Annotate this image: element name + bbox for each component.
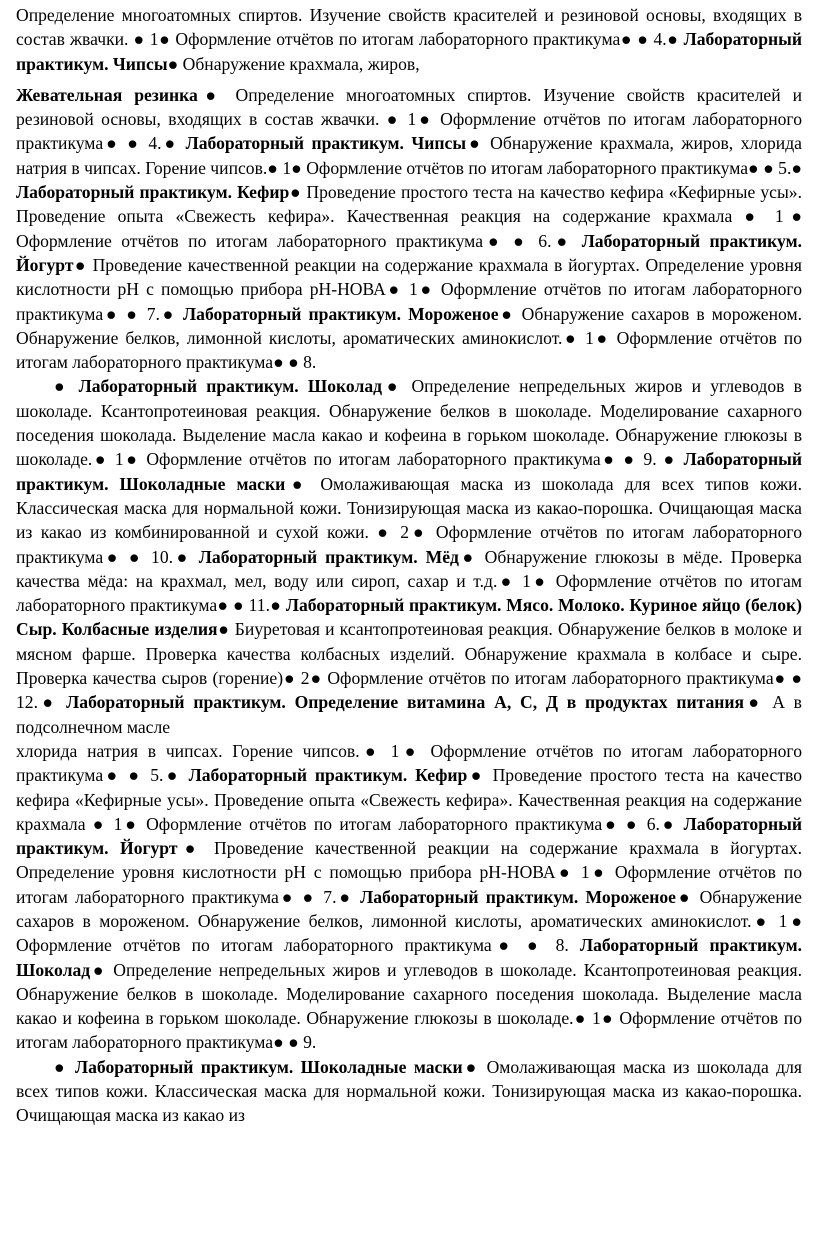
bold-heading: Лабораторный практикум. Мороженое (360, 886, 676, 907)
text-run: ● Обнаружение крахмала, жиров, хлорида натрия в чипсах. Горение чипсов.● 1● Оформление отчётов по итогам лабораторного практикума● ● 5.● (16, 133, 802, 178)
text-run: ● (54, 376, 79, 397)
paragraph (16, 1055, 802, 1128)
bold-heading: Лабораторный практикум. Чипсы (185, 133, 467, 154)
text-run: ● Проведение качественной реакции на содержание крахмала в йогуртах. Определение уровня кислотности рН с помощью прибора рН-НОВА● 1● Оформление отчётов по итогам лабораторного практикума● ● 7.● (16, 838, 802, 907)
text-run: ● Омолаживающая маска из шоколада для всех типов кожи. Классическая маска для нормальной кожи. Тонизирующая маска из какао-порошка. Очищающая маска из какао из (16, 1056, 802, 1126)
bold-heading: Лабораторный практикум. Йогурт (16, 230, 803, 275)
text-run: ● Проведение простого теста на качество кефира «Кефирные усы». Проведение опыта «Свежесть кефира». Качественная реакция на содержание крахмала ● 1● Оформление отчётов по итогам лабораторного практикума● ● 6.● (16, 765, 802, 834)
text-run: ● Определение непредельных жиров и углеводов в шоколаде. Ксантопротеиновая реакция. Обнаружение белков в шоколаде. Моделирование сахарного поседения шоколада. Выделение масла какао и кофеина в горьком шоколаде. Обнаружение глюкозы в шоколаде.● 1● Оформление отчётов по итогам лабораторного практикума● ● 9. (16, 959, 802, 1053)
bold-heading: Лабораторный практикум. Шоколад (78, 376, 383, 397)
text-run: ● (54, 1056, 75, 1077)
text-run: ● Омолаживающая маска из шоколада для всех типов кожи. Классическая маска для нормальной кожи. Тонизирующая маска из какао-порошка. Очищающая маска из какао из комбинированной и сухой кожи. ● 2● Оформление отчётов по итогам лабораторного практикума● ● 10.● (16, 473, 802, 567)
text-run: ● Обнаружение сахаров в мороженом. Обнаружение белков, лимонной кислоты, ароматических аминокислот.● 1● Оформление отчётов по итогам лабораторного практикума● ● 8. (16, 303, 802, 373)
text-run: Определение многоатомных спиртов. Изучение свойств красителей и резиновой основы, входящих в состав жвачки. ● 1● Оформление отчётов по итогам лабораторного практикума● ● 4.● (16, 5, 802, 50)
paragraph (16, 739, 802, 1055)
text-run: хлорида натрия в чипсах. Горение чипсов.● 1● Оформление отчётов по итогам лабораторного практикума● ● 5.● (16, 740, 802, 786)
text-run: ● Обнаружение крахмала, жиров, (167, 53, 420, 74)
paragraph (16, 3, 802, 76)
text-run: ● Определение многоатомных спиртов. Изучение свойств красителей и резиновой основы, входящих в состав жвачки. ● 1● Оформление отчётов по итогам лабораторного практикума● ● 4.● (16, 84, 802, 154)
bold-heading: Лабораторный практикум. Шоколадные маски (75, 1056, 463, 1077)
bold-heading: Лабораторный практикум. Кефир (16, 182, 290, 203)
bold-heading: Жевательная резинка (16, 84, 198, 105)
text-run: ● Обнаружение сахаров в мороженом. Обнаружение белков, лимонной кислоты, ароматических аминокислот.● 1● Оформление отчётов по итогам лабораторного практикума● ● 8. (16, 886, 802, 956)
text-run: ● Определение непредельных жиров и углеводов в шоколаде. Ксантопротеиновая реакция. Обнаружение белков в шоколаде. Моделирование сахарного поседения шоколада. Выделение масла какао и кофеина в горьком шоколаде. Обнаружение глюкозы в шоколаде.● 1● Оформление отчётов по итогам лабораторного практикума● ● 9. ● (16, 376, 802, 470)
bold-heading: Лабораторный практикум. Кефир (188, 765, 468, 786)
bold-heading: Лабораторный практикум. Чипсы (16, 29, 802, 74)
bold-heading: Лабораторный практикум. Мёд (198, 546, 459, 567)
text-run: ● Обнаружение глюкозы в мёде. Проверка качества мёда: на крахмал, мел, воду или сироп, сахар и т.д.● 1● Оформление отчётов по итогам лабораторного практикума● ● 11.● (16, 546, 802, 616)
bold-heading: Лабораторный практикум. Мясо. Молоко. Куриное яйцо (белок) Сыр. Колбасные изделия (16, 595, 802, 640)
bold-heading: Лабораторный практикум. Шоколад (16, 935, 802, 980)
text-run: ● Проведение качественной реакции на содержание крахмала в йогуртах. Определение уровня кислотности рН с помощью прибора рН-НОВА● 1● Оформление отчётов по итогам лабораторного практикума● ● 7.● (16, 254, 802, 324)
paragraph (16, 83, 802, 375)
text-run: ● А в подсолнечном масле (16, 692, 802, 737)
bold-heading: Лабораторный практикум. Определение витамина А, С, Д в продуктах питания (66, 692, 745, 713)
bold-heading: Лабораторный практикум. Йогурт (16, 813, 802, 859)
text-run: ● Проведение простого теста на качество кефира «Кефирные усы». Проведение опыта «Свежесть кефира». Качественная реакция на содержание крахмала ● 1● Оформление отчётов по итогам лабораторного практикума● ● 6.● (16, 182, 802, 251)
text-run: ● Биуретовая и ксантопротеиновая реакция. Обнаружение белков в молоке и мясном фарше. Проверка качества колбасных изделий. Обнаружение крахмала в колбасе и сыре. Проверка качества сыров (горение)● 2● Оформление отчётов по итогам лабораторного практикума● ● 12.● (16, 619, 803, 713)
bold-heading: Лабораторный практикум. Мороженое (183, 303, 499, 324)
paragraph (16, 374, 802, 738)
bold-heading: Лабораторный практикум. Шоколадные маски (16, 449, 802, 494)
